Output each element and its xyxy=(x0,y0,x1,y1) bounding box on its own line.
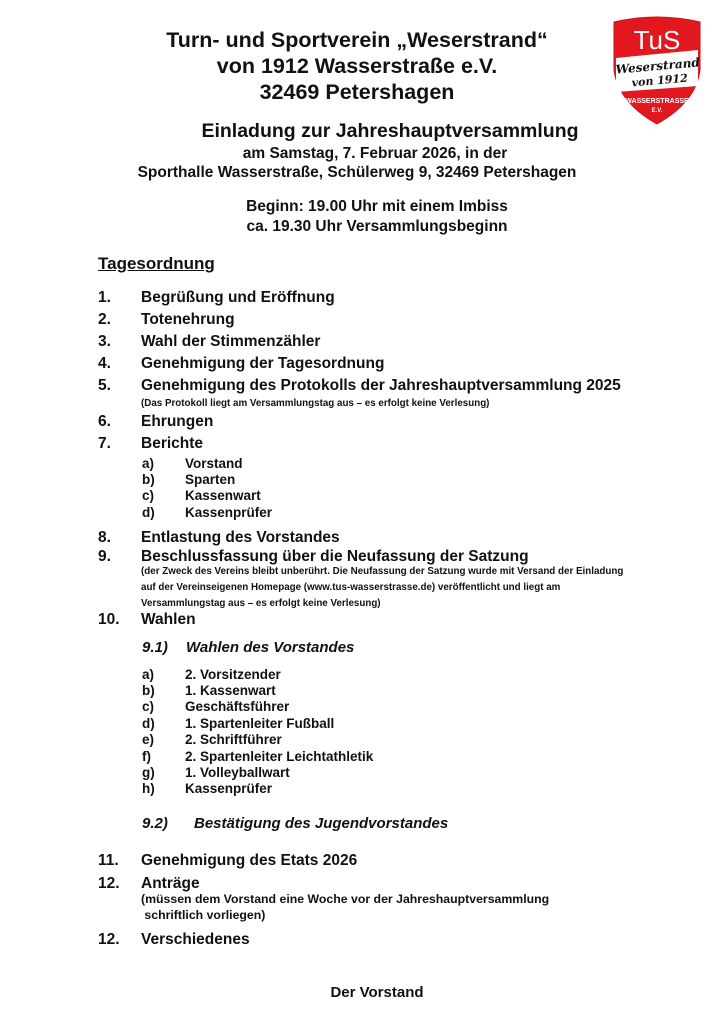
sub-item-text: 2. Spartenleiter Leichtathletik xyxy=(185,749,374,764)
agenda-item-number: 7. xyxy=(98,435,111,452)
sub-item-label: g) xyxy=(142,765,155,780)
sub-item-label: d) xyxy=(142,505,155,520)
sub-item-label: f) xyxy=(142,749,151,764)
agenda-item-note-line: schriftlich vorliegen) xyxy=(141,908,266,922)
sub-item-text: Kassenprüfer xyxy=(185,781,273,796)
sub-item-text: Vorstand xyxy=(185,456,243,471)
agenda-item-note-line: Versammlungstag aus – es erfolgt keine Verlesung) xyxy=(141,598,381,609)
logo-script-line1: Weserstrand xyxy=(615,55,701,77)
agenda-item-number: 4. xyxy=(98,355,111,372)
sub-item-text: 1. Spartenleiter Fußball xyxy=(185,716,335,731)
agenda-item-text: Totenehrung xyxy=(141,311,235,328)
sub-item-text: Geschäftsführer xyxy=(185,699,290,714)
section-label: 9.1) xyxy=(142,639,168,656)
section-title: Bestätigung des Jugendvorstandes xyxy=(194,815,449,832)
agenda-item-text: Berichte xyxy=(141,435,204,452)
agenda-item-number: 11. xyxy=(98,852,119,869)
agenda-item-number: 8. xyxy=(98,529,111,546)
agenda-item-note: (Das Protokoll liegt am Versammlungstag aus – es erfolgt keine Verlesung) xyxy=(141,398,490,409)
sub-item-label: a) xyxy=(142,456,155,471)
logo-bottom-line2: E.V. xyxy=(651,108,663,114)
sub-item-label: b) xyxy=(142,472,155,487)
club-name-line2: von 1912 Wasserstraße e.V. xyxy=(216,54,498,78)
agenda-item-text: Entlastung des Vorstandes xyxy=(141,529,340,546)
invitation-venue: Sporthalle Wasserstraße, Schülerweg 9, 32469 Petershagen xyxy=(137,164,577,181)
meeting-time: ca. 19.30 Uhr Versammlungsbeginn xyxy=(246,218,508,235)
agenda-item-note-line: auf der Vereinseigenen Homepage (www.tus-wasserstrasse.de) veröffentlicht und liegt am xyxy=(141,582,561,593)
logo-bottom-line1: WASSERSTRASSE xyxy=(625,98,689,105)
sub-item-label: c) xyxy=(142,488,155,503)
agenda-item-number: 2. xyxy=(98,311,111,328)
logo-tus-text: TuS xyxy=(633,25,681,55)
start-time: Beginn: 19.00 Uhr mit einem Imbiss xyxy=(246,198,508,215)
club-address: 32469 Petershagen xyxy=(259,80,455,104)
agenda-item-text: Anträge xyxy=(141,875,200,892)
sub-item-label: h) xyxy=(142,781,155,796)
sub-item-label: b) xyxy=(142,683,155,698)
agenda-item-note-line: (müssen dem Vorstand eine Woche vor der Jahreshauptversammlung xyxy=(141,892,550,906)
agenda-item-text: Ehrungen xyxy=(141,413,214,430)
invitation-date: am Samstag, 7. Februar 2026, in der xyxy=(242,145,508,162)
signature: Der Vorstand xyxy=(330,984,424,1001)
agenda-item-text: Beschlussfassung über die Neufassung der Satzung xyxy=(141,548,529,565)
agenda-item-number: 3. xyxy=(98,333,111,350)
club-name-line1: Turn- und Sportverein „Weserstrand“ xyxy=(166,28,548,52)
agenda-item-text: Wahl der Stimmenzähler xyxy=(141,333,321,350)
logo-script-line2: von 1912 xyxy=(631,71,689,90)
agenda-item-text: Genehmigung der Tagesordnung xyxy=(141,355,385,372)
sub-item-label: d) xyxy=(142,716,155,731)
sub-item-text: 1. Kassenwart xyxy=(185,683,276,698)
agenda-item-text: Genehmigung des Etats 2026 xyxy=(141,852,358,869)
section-title: Wahlen des Vorstandes xyxy=(186,639,355,656)
club-logo xyxy=(608,14,706,126)
agenda-item-number: 1. xyxy=(98,289,111,306)
sub-item-text: 2. Vorsitzender xyxy=(185,667,281,682)
sub-item-text: Sparten xyxy=(185,472,236,487)
sub-item-label: e) xyxy=(142,732,155,747)
agenda-item-number: 10. xyxy=(98,611,120,628)
agenda-item-text: Begrüßung und Eröffnung xyxy=(141,289,335,306)
sub-item-text: Kassenwart xyxy=(185,488,261,503)
agenda-item-text: Verschiedenes xyxy=(141,931,250,948)
agenda-item-number: 5. xyxy=(98,377,111,394)
agenda-heading: Tagesordnung xyxy=(98,254,215,273)
agenda-item-number: 12. xyxy=(98,875,120,892)
agenda-item-number: 12. xyxy=(98,931,120,948)
sub-item-text: 2. Schriftführer xyxy=(185,732,282,747)
section-label: 9.2) xyxy=(142,815,168,832)
invitation-title: Einladung zur Jahreshauptversammlung xyxy=(201,120,579,142)
agenda-item-text: Wahlen xyxy=(141,611,196,628)
agenda-item-text: Genehmigung des Protokolls der Jahreshauptversammlung 2025 xyxy=(141,377,621,394)
agenda-item-note-line: (der Zweck des Vereins bleibt unberührt. Die Neufassung der Satzung wurde mit Versand der Einladung xyxy=(141,566,624,577)
sub-item-label: c) xyxy=(142,699,155,714)
agenda-item-number: 9. xyxy=(98,548,111,565)
sub-item-text: Kassenprüfer xyxy=(185,505,273,520)
sub-item-text: 1. Volleyballwart xyxy=(185,765,290,780)
sub-item-label: a) xyxy=(142,667,155,682)
agenda-item-number: 6. xyxy=(98,413,111,430)
